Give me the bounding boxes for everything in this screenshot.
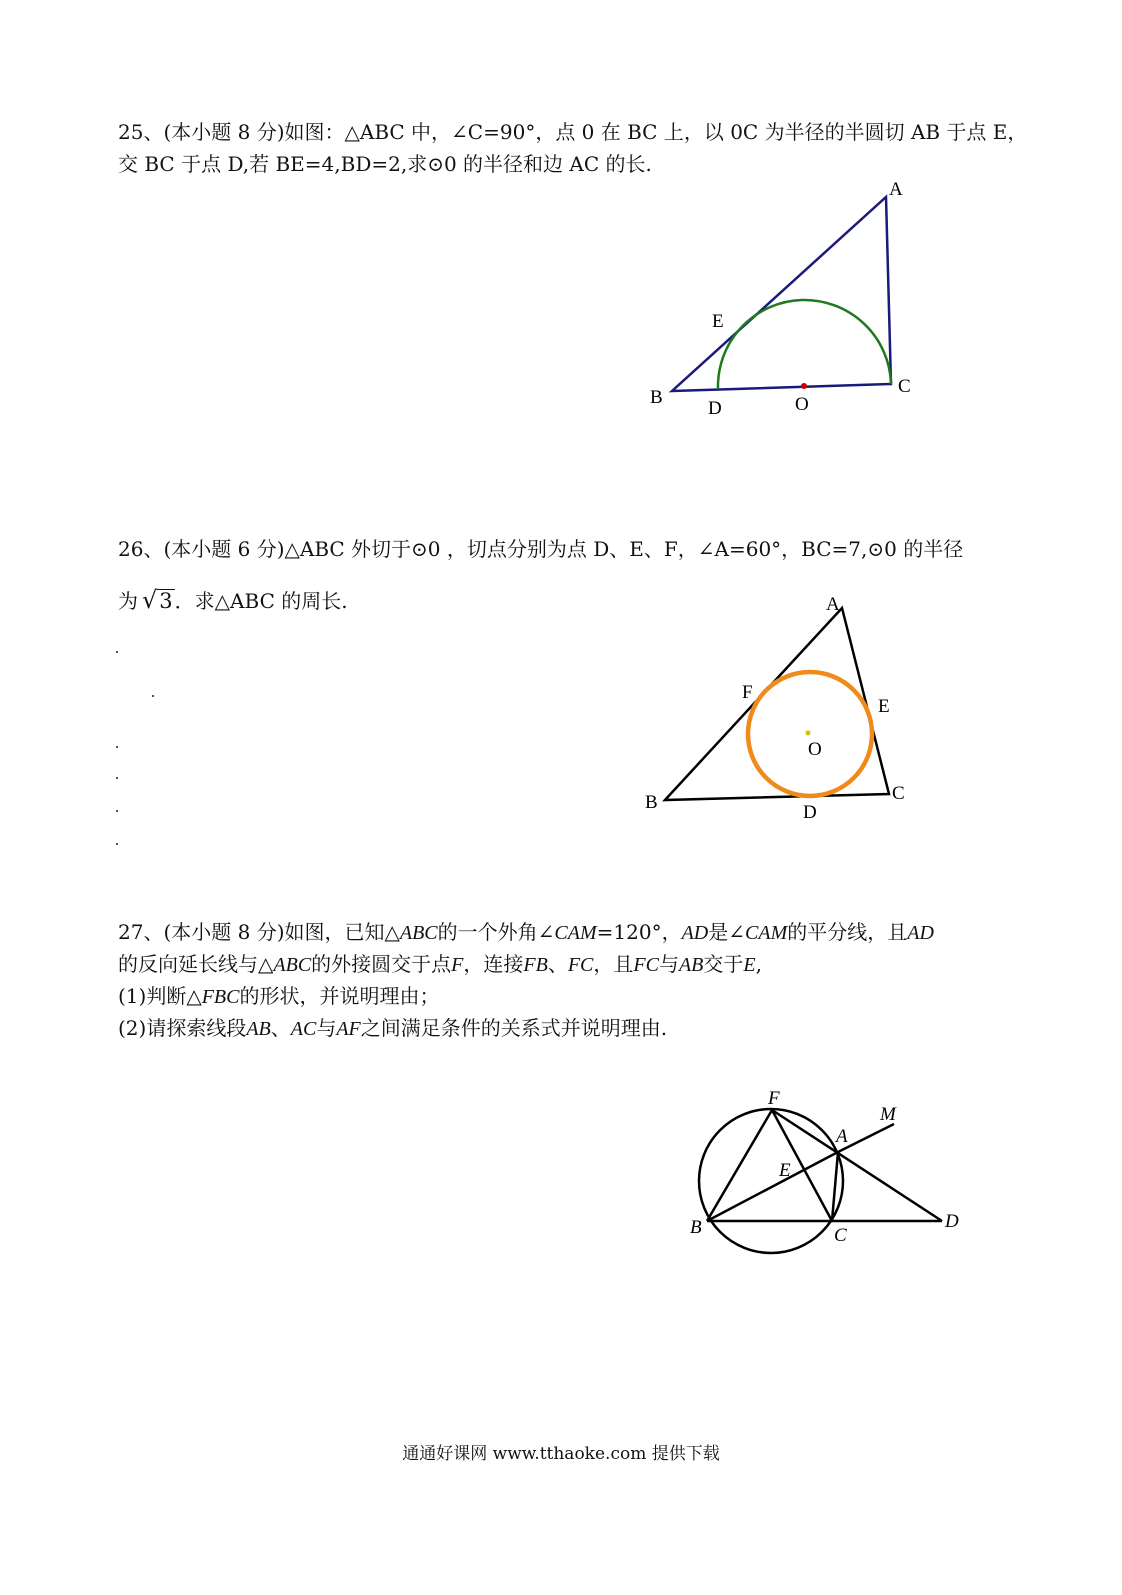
q27-l3-text: (1)判断△ bbox=[118, 984, 202, 1008]
q27-l1-text: 的一个外角∠ bbox=[437, 920, 555, 944]
q27-l2-text: 交于 bbox=[703, 952, 744, 976]
q25-text-line1: 25、(本小题 8 分)如图：△ABC 中，∠C=90°，点 0 在 BC 上，以 0C 为半径的半圆切 AB 于点 E， bbox=[118, 120, 1028, 144]
q26-label-o: O bbox=[808, 739, 822, 760]
q27-label-b: B bbox=[690, 1217, 702, 1238]
q25-text-line2: 交 BC 于点 D,若 BE=4,BD=2,求⊙0 的半径和边 AC 的长. bbox=[118, 152, 652, 176]
q26-line2-suffix: ．求△ABC 的周长. bbox=[174, 589, 348, 613]
q27-label-e: E bbox=[779, 1160, 791, 1181]
q27-line-fd bbox=[772, 1110, 942, 1221]
q27-l3-italic: FBC bbox=[201, 986, 240, 1008]
q25-label-b: B bbox=[650, 387, 663, 408]
q27-label-d: D bbox=[945, 1211, 959, 1232]
q27-l2-text: ，且 bbox=[593, 952, 634, 976]
q27-l2-text: , bbox=[755, 952, 762, 976]
q27-l1-text: 是∠ bbox=[708, 920, 746, 944]
q26-label-c: C bbox=[892, 783, 905, 804]
q25-label-d: D bbox=[708, 398, 722, 419]
q25-label-o: O bbox=[795, 394, 809, 415]
q25-label-c: C bbox=[898, 376, 911, 397]
q27-l4-italic: AB bbox=[246, 1018, 271, 1040]
q27-l4-italic: AF bbox=[336, 1018, 361, 1040]
q27-l4-italic: AC bbox=[290, 1018, 317, 1040]
sqrt-symbol: √ bbox=[142, 586, 158, 614]
q27-l1-text: 的平分线，且 bbox=[787, 920, 908, 944]
q27-l2-italic: AB bbox=[678, 954, 704, 976]
q27-label-c: C bbox=[834, 1225, 847, 1246]
q27-l4-text: (2)请探索线段 bbox=[118, 1016, 247, 1040]
q27-l2-text: ，连接 bbox=[463, 952, 524, 976]
q27-l2-italic: FC bbox=[633, 954, 659, 976]
q27-l1-italic: AD bbox=[907, 922, 934, 944]
q27-l2-text: 的外接圆交于点 bbox=[311, 952, 452, 976]
q27-l2-text: 的反向延长线与△ bbox=[118, 952, 274, 976]
q27-l1-italic: CAM bbox=[554, 922, 597, 944]
q26-label-e: E bbox=[878, 696, 890, 717]
q27-l2-text: 与 bbox=[658, 952, 679, 976]
q26-label-b: B bbox=[645, 792, 658, 813]
q27-label-m: M bbox=[880, 1104, 896, 1125]
sqrt-radicand: 3 bbox=[159, 589, 173, 613]
q27-l2-italic: FC bbox=[567, 954, 594, 976]
q27-l2-italic: E bbox=[743, 954, 756, 976]
q27-l1-italic: AD bbox=[681, 922, 709, 944]
q27-label-a: A bbox=[836, 1126, 848, 1147]
q27-l3-text: 的形状，并说明理由； bbox=[239, 984, 440, 1008]
q26-label-d: D bbox=[803, 802, 817, 823]
q27-l1-italic: CAM bbox=[745, 922, 788, 944]
q26-label-f: F bbox=[742, 682, 753, 703]
q27-l4-text: 、 bbox=[270, 1016, 291, 1040]
page-footer: 通通好课网 www.tthaoke.com 提供下载 bbox=[402, 1444, 720, 1464]
q27-l2-italic: FB bbox=[523, 954, 548, 976]
q27-l2-italic: F bbox=[451, 954, 464, 976]
q27-l2-italic: ABC bbox=[273, 954, 312, 976]
q27-l4-text: 之间满足条件的关系式并说明理由. bbox=[360, 1016, 668, 1040]
q27-l1-text: 27、(本小题 8 分)如图，已知△ bbox=[118, 920, 400, 944]
q26-label-a: A bbox=[826, 594, 840, 615]
q25-label-a: A bbox=[889, 179, 903, 200]
q27-l2-text: 、 bbox=[547, 952, 568, 976]
q27-label-f: F bbox=[768, 1088, 780, 1109]
q27-l1-text: =120°， bbox=[596, 920, 682, 944]
q27-l4-text: 与 bbox=[316, 1016, 337, 1040]
q27-circumcircle bbox=[699, 1109, 843, 1253]
q27-l1-italic: ABC bbox=[399, 922, 438, 944]
q26-text-line1: 26、(本小题 6 分)△ABC 外切于⊙0 ，切点分别为点 D、E、F，∠A=60°，BC=7,⊙0 的半径 bbox=[118, 537, 964, 561]
q26-line2-prefix: 为 bbox=[118, 589, 138, 613]
q25-label-e: E bbox=[712, 311, 724, 332]
